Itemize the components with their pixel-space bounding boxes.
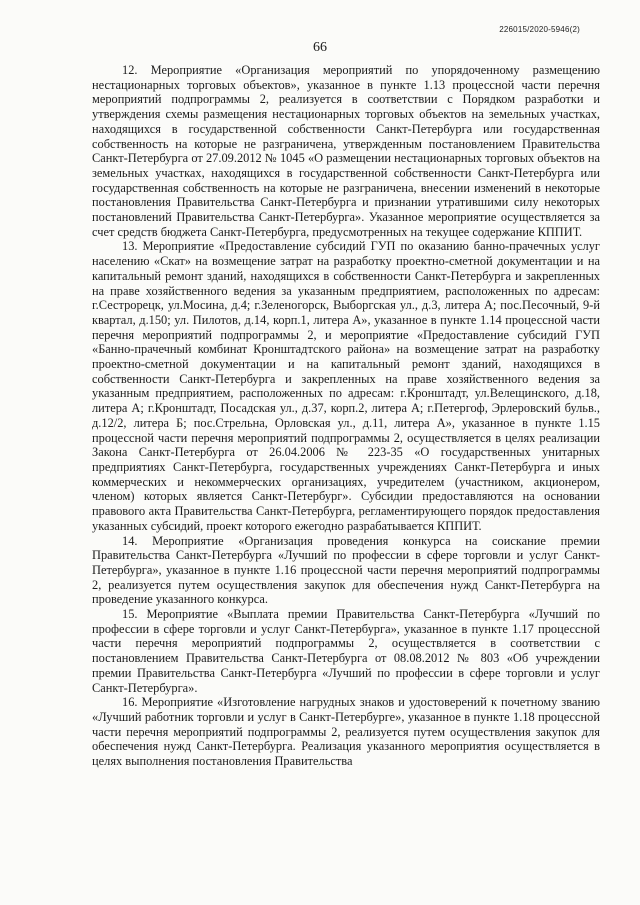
document-body — [92, 63, 600, 769]
paragraph-13: 13. Мероприятие «Предоставление субсидий ГУП по оказанию банно-прачечных услуг населению «Скат» на возмещение затрат на разработку проектно-сметной документации и на капитальный ремонт зданий, находящихся в собственности Санкт-Петербурга и закрепленных на праве хозяйственного ведения за указанным предприятием, расположенных по адресам: г.Сестрорецк, ул.Мосина, д.4; г.Зеленогорск, Выборгская ул., д.3, литера А; пос.Песочный, 9-й квартал, д.150; ул. Пилотов, д.14, корп.1, литера А», указанное в пункте 1.14 процессной части перечня мероприятий подпрограммы 2, и мероприятие «Предоставление субсидий ГУП «Банно-прачечный комбинат Кронштадтского района» на возмещение затрат на разработку проектно-сметной документации и на капитальный ремонт зданий, находящихся в собственности Санкт-Петербурга и закрепленных на праве хозяйственного ведения за указанным предприятием, расположенных по адресам: г.Кронштадт, ул.Велещинского, д.18, литера А; г.Кронштадт, Посадская ул., д.37, корп.2, литера А; г.Петергоф, Эрлеровский бульв., д.12/2, литера Б; пос.Стрельна, Орловская ул., д.11, литера А», указанное в пункте 1.15 процессной части перечня мероприятий подпрограммы 2, осуществляется в целях реализации Закона Санкт-Петербурга от 26.04.2006 № 223-35 «О государственных унитарных предприятиях Санкт-Петербурга, государственных учреждениях Санкт-Петербурга и иных коммерческих и некоммерческих организациях, учредителем (участником, акционером, членом) которых является Санкт-Петербург». Субсидии предоставляются на основании правового акта Правительства Санкт-Петербурга, регламентирующего порядок предоставления указанных субсидий, проект которого ежегодно разрабатывается КППИТ. — [92, 239, 600, 533]
page-number: 66 — [313, 40, 327, 55]
paragraph-14: 14. Мероприятие «Организация проведения конкурса на соискание премии Правительства Санкт-Петербурга «Лучший по профессии в сфере торговли и услуг Санкт-Петербурга», указанное в пункте 1.16 процессной части перечня мероприятий подпрограммы 2, реализуется путем осуществления закупок для обеспечения нужд Санкт-Петербурга на проведение указанного конкурса. — [92, 533, 600, 607]
document-id: 226015/2020-5946(2) — [499, 25, 580, 34]
paragraph-16: 16. Мероприятие «Изготовление нагрудных знаков и удостоверений к почетному званию «Лучший работник торговли и услуг в Санкт-Петербурге», указанное в пункте 1.18 процессной части перечня мероприятий подпрограммы 2, реализуется путем осуществления закупок для обеспечения нужд Санкт-Петербурга. Реализация указанного мероприятия осуществляется в целях выполнения постановления Правительства — [92, 695, 600, 769]
paragraph-15: 15. Мероприятие «Выплата премии Правительства Санкт-Петербурга «Лучший по профессии в сфере торговли и услуг Санкт-Петербурга», указанное в пункте 1.17 процессной части перечня мероприятий подпрограммы 2, осуществляется в соответствии с постановлением Правительства Санкт-Петербурга от 08.08.2012 № 803 «Об учреждении премии Правительства Санкт-Петербурга «Лучший по профессии в сфере торговли и услуг Санкт-Петербурга». — [92, 607, 600, 695]
paragraph-12: 12. Мероприятие «Организация мероприятий по упорядоченному размещению нестационарных торговых объектов», указанное в пункте 1.13 процессной части перечня мероприятий подпрограммы 2, реализуется в соответствии с Порядком разработки и утверждения схемы размещения нестационарных торговых объектов на земельных участках, находящихся в государственной собственности Санкт-Петербурга или государственная собственность на которые не разграничена, утвержденным постановлением Правительства Санкт-Петербурга от 27.09.2012 № 1045 «О размещении нестационарных торговых объектов на земельных участках, находящихся в государственной собственности Санкт-Петербурга или государственная собственность на которые не разграничена, внесении изменений в некоторые постановления Правительства Санкт-Петербурга и признании утратившими силу некоторых постановлений Правительства Санкт-Петербурга». Указанное мероприятие осуществляется за счет средств бюджета Санкт-Петербурга, предусмотренных на текущее содержание КППИТ. — [92, 63, 600, 239]
